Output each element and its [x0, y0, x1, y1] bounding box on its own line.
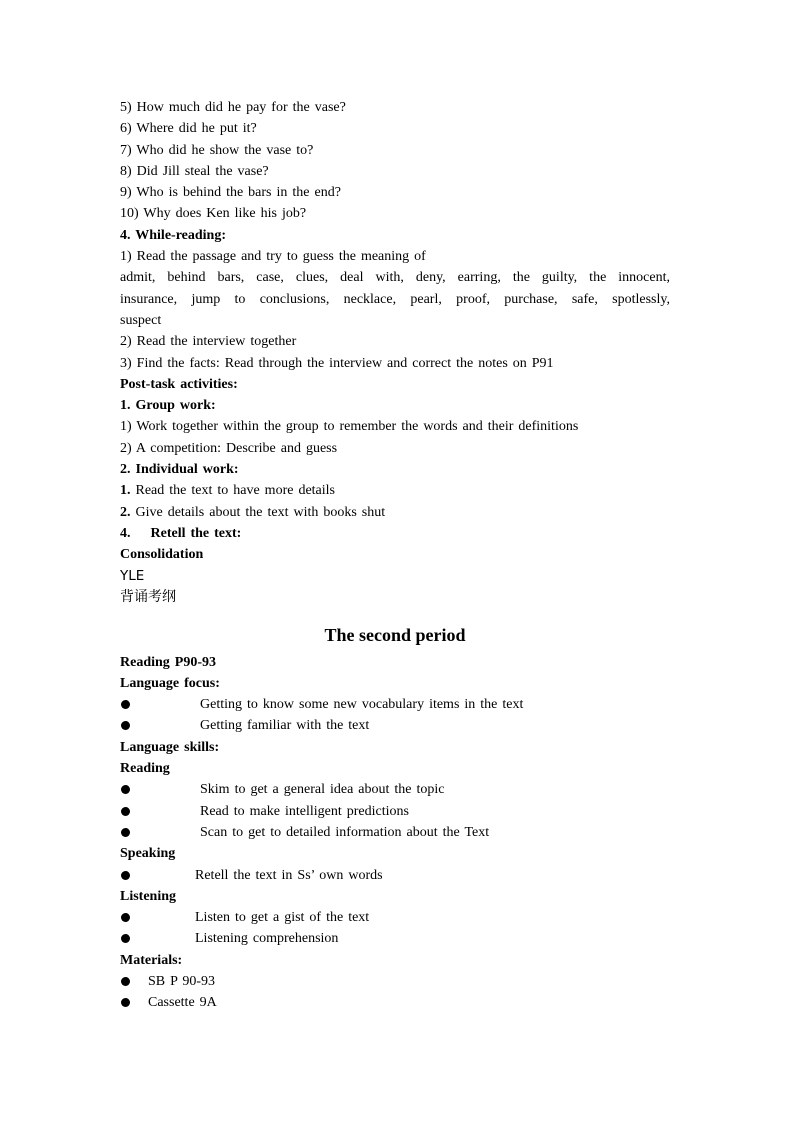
question-10: 10) Why does Ken like his job? — [120, 206, 307, 222]
bullet-icon — [121, 977, 130, 986]
listening-heading: Listening — [120, 888, 177, 904]
materials-item-1 — [120, 971, 670, 992]
bullet-icon — [121, 721, 130, 730]
while-reading-step-2: 2) Read the interview together — [120, 334, 297, 350]
retell-heading: 4. Retell the text: — [120, 525, 242, 541]
reading-item-1 — [120, 779, 670, 800]
bullet-icon — [121, 913, 130, 922]
listening-item-text: Listen to get a gist of the text — [195, 910, 370, 926]
bullet-icon — [121, 934, 130, 943]
consolidation-syllabus: 背诵考纲 — [120, 588, 176, 605]
materials-heading: Materials: — [120, 952, 183, 968]
focus-item-1 — [120, 694, 670, 715]
group-work-item-2: 2) A competition: Describe and guess — [120, 440, 338, 456]
focus-item-text: Getting to know some new vocabulary items in the text — [200, 697, 524, 713]
bullet-icon — [121, 871, 130, 880]
individual-work-item-1 — [120, 480, 670, 501]
reading-item-3 — [120, 822, 670, 843]
question-5: 5) How much did he pay for the vase? — [120, 100, 346, 115]
reading-item-text: Skim to get a general idea about the topic — [200, 782, 445, 798]
materials-item-text: Cassette 9A — [148, 995, 217, 1011]
consolidation-heading: Consolidation — [120, 547, 204, 563]
post-task-heading: Post-task activities: — [120, 376, 238, 392]
question-6: 6) Where did he put it? — [120, 121, 257, 137]
vocab-line-3: suspect — [120, 312, 162, 328]
while-reading-step-1: 1) Read the passage and try to guess the meaning of — [120, 249, 426, 265]
individual-item-2-text: Give details about the text with books shut — [130, 504, 386, 520]
reading-item-text: Scan to get to detailed information about the Text — [200, 824, 490, 840]
while-reading-step-3: 3) Find the facts: Read through the interview and correct the notes on P91 — [120, 355, 554, 371]
bullet-icon — [121, 785, 130, 794]
question-9: 9) Who is behind the bars in the end? — [120, 185, 341, 201]
speaking-heading: Speaking — [120, 846, 176, 862]
individual-item-1-text: Read the text to have more details — [130, 483, 335, 499]
language-skills-heading: Language skills: — [120, 739, 220, 755]
speaking-item-1 — [120, 865, 670, 886]
listening-item-2 — [120, 928, 670, 949]
bullet-icon — [121, 998, 130, 1007]
lesson-plan-content — [120, 97, 670, 1014]
group-work-item-1: 1) Work together within the group to remember the words and their definitions — [120, 419, 579, 435]
question-7: 7) Who did he show the vase to? — [120, 142, 314, 158]
group-work-heading: 1. Group work: — [120, 398, 216, 414]
language-focus-heading: Language focus: — [120, 675, 220, 691]
bullet-icon — [121, 807, 130, 816]
vocab-line-2: insurance, jump to conclusions, necklace, pearl, proof, purchase, safe, spotlessly, — [120, 291, 670, 307]
reading-item-text: Read to make intelligent predictions — [200, 803, 409, 819]
focus-item-2 — [120, 715, 670, 736]
while-reading-heading: 4. While-reading: — [120, 227, 226, 243]
listening-item-1 — [120, 907, 670, 928]
individual-work-item-2 — [120, 502, 670, 523]
reading-item-2 — [120, 801, 670, 822]
reading-reference: Reading P90-93 — [120, 654, 216, 670]
individual-work-heading: 2. Individual work: — [120, 462, 239, 478]
listening-item-text: Listening comprehension — [195, 931, 339, 947]
focus-item-text: Getting familiar with the text — [200, 718, 370, 734]
materials-item-text: SB P 90-93 — [148, 973, 216, 989]
speaking-item-text: Retell the text in Ss’ own words — [195, 867, 383, 883]
consolidation-yle: YLE — [120, 567, 145, 584]
period-title: The second period — [324, 624, 466, 645]
reading-heading: Reading — [120, 761, 170, 777]
individual-item-1-number: 1. — [120, 483, 131, 499]
bullet-icon — [121, 700, 130, 709]
question-8: 8) Did Jill steal the vase? — [120, 163, 269, 179]
individual-item-2-number: 2. — [120, 504, 131, 520]
bullet-icon — [121, 828, 130, 837]
vocab-line-1: admit, behind bars, case, clues, deal with, deny, earring, the guilty, the innocent, — [120, 270, 670, 286]
materials-item-2 — [120, 992, 670, 1013]
